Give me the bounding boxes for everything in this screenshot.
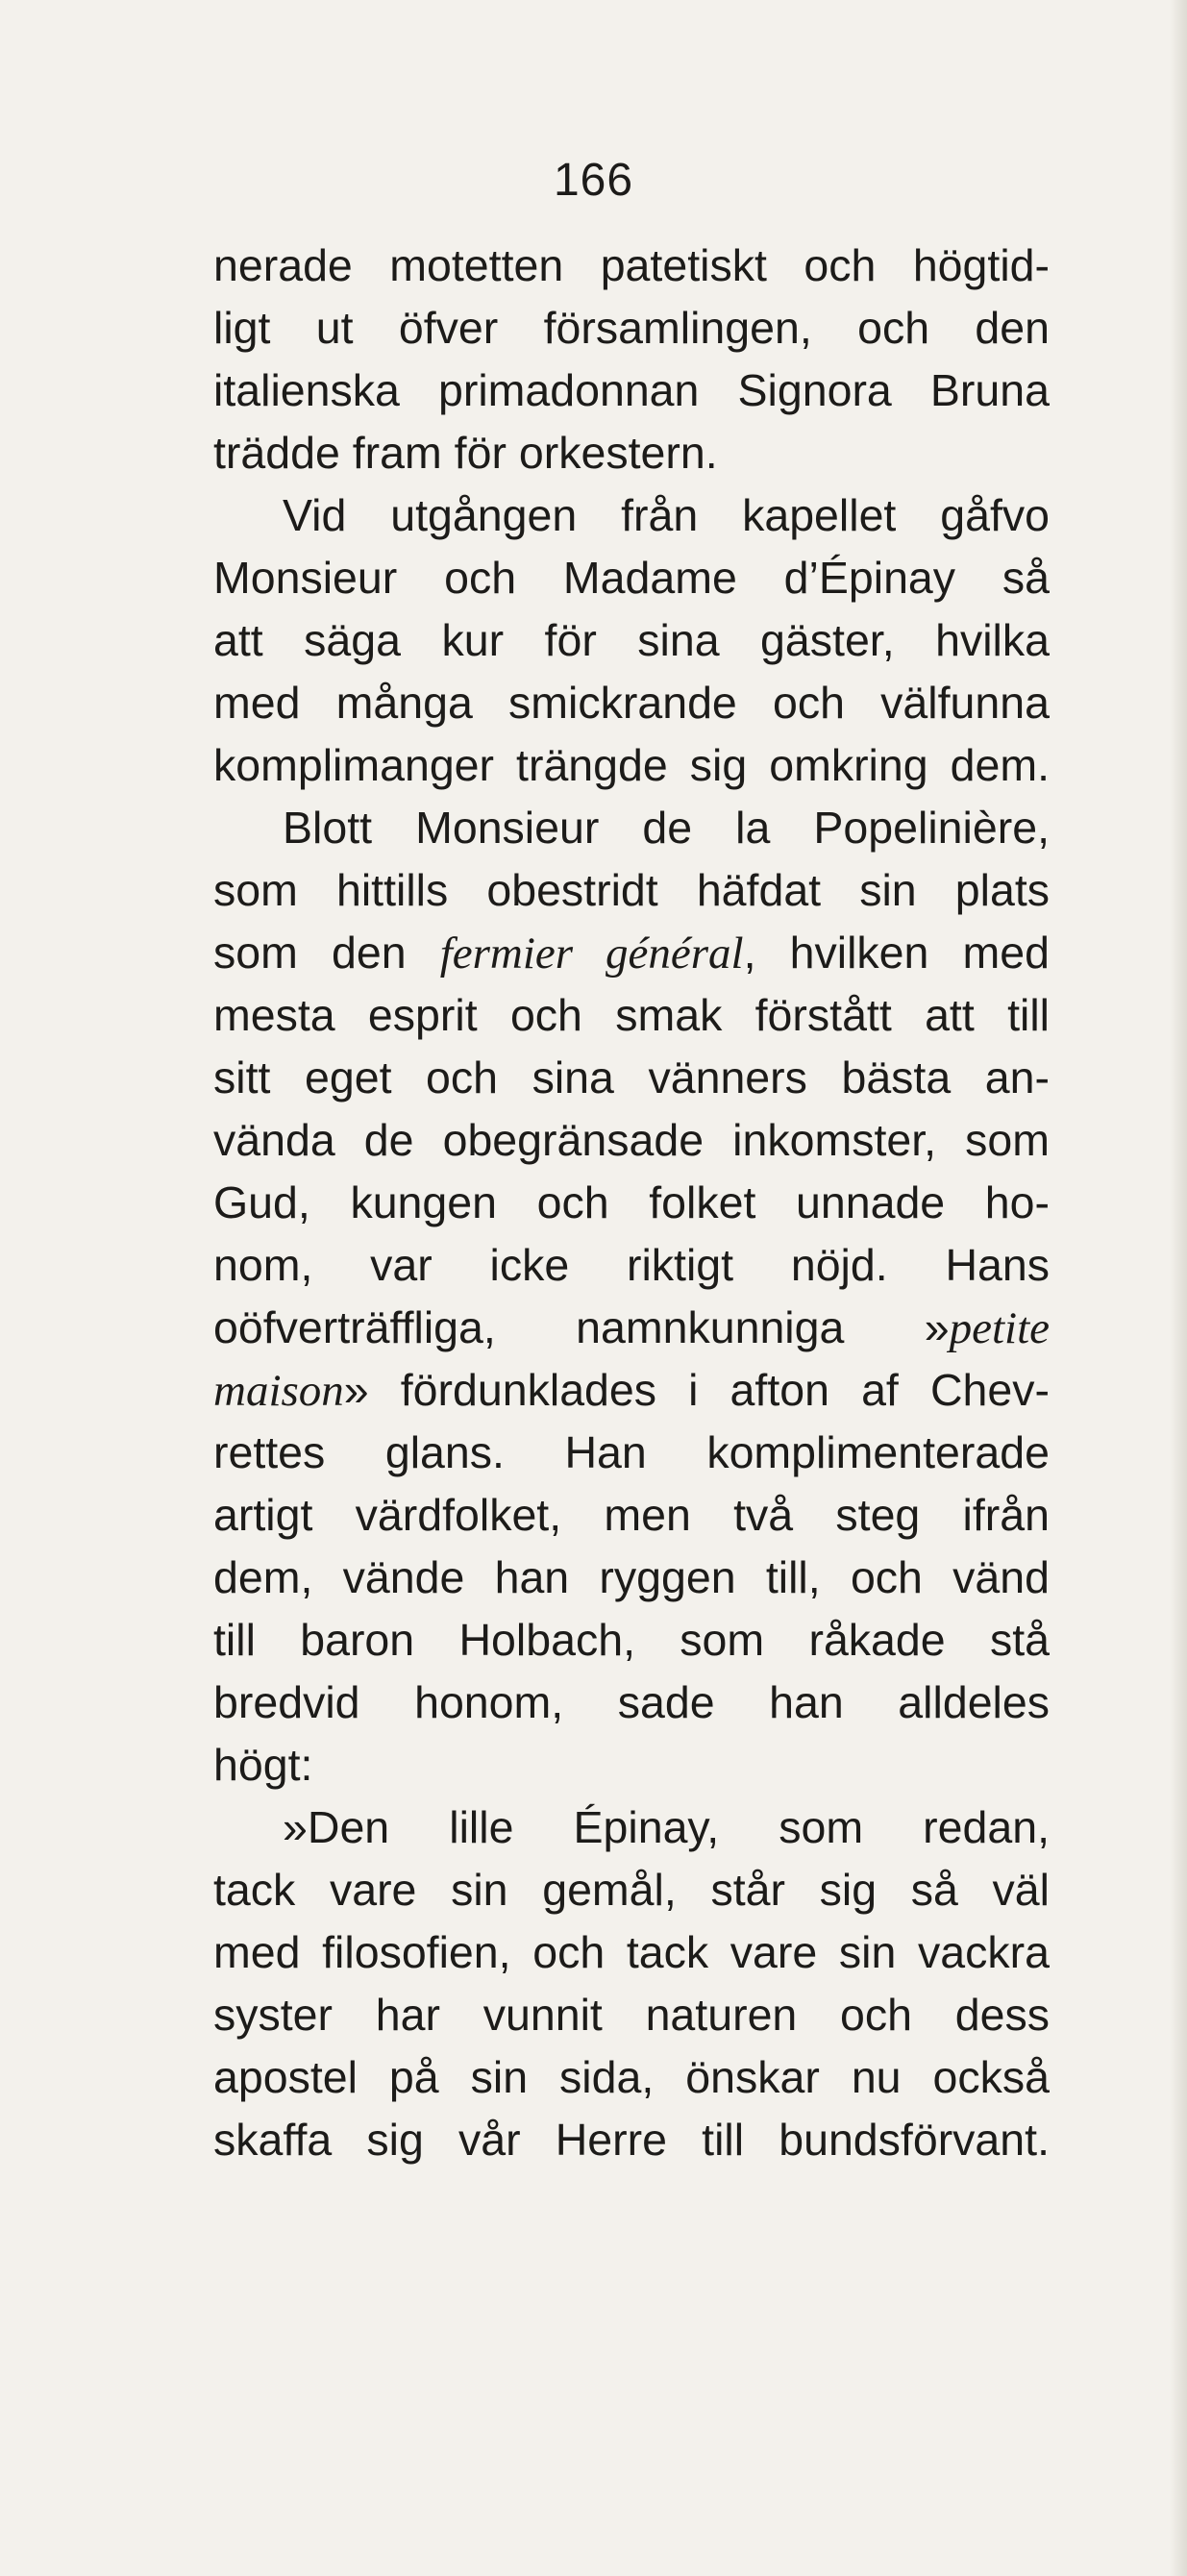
page-number: 166: [553, 155, 634, 206]
text-line: till baron Holbach, som råkade stå: [213, 1615, 1050, 1665]
text-line: att säga kur för sina gäster, hvilka: [213, 615, 1050, 665]
text-line: italienska primadonnan Signora Bruna: [213, 365, 1050, 415]
text-segment: » fördunklades i afton af Chev-: [343, 1365, 1050, 1415]
italic-term: fermier général: [439, 929, 744, 978]
paragraph-first-line: Vid utgången från kapellet gåfvo: [283, 490, 1050, 540]
text-line: rettes glans. Han komplimenterade: [213, 1427, 1050, 1477]
text-line: Gud, kungen och folket unnade ho-: [213, 1177, 1050, 1227]
text-line: som hittills obestridt häfdat sin plats: [213, 865, 1050, 915]
page-edge-shadow: [1170, 0, 1187, 2576]
text-line: skaffa sig vår Herre till bundsförvant.: [213, 2115, 1050, 2165]
paragraph-first-line: Blott Monsieur de la Popelinière,: [283, 803, 1050, 853]
text-segment: som den: [213, 928, 440, 978]
text-line: dem, vände han ryggen till, och vänd: [213, 1552, 1050, 1602]
italic-term: maison: [213, 1366, 344, 1416]
text-line: trädde fram för orkestern.: [213, 428, 718, 478]
text-line: mesta esprit och smak förstått att till: [213, 990, 1050, 1040]
text-line-with-italic: [213, 923, 1050, 982]
text-line: tack vare sin gemål, står sig så väl: [213, 1865, 1050, 1915]
text-line: ligt ut öfver församlingen, och den: [213, 303, 1050, 353]
text-line: Monsieur och Madame d’Épinay så: [213, 553, 1050, 603]
text-line: bredvid honom, sade han alldeles: [213, 1677, 1050, 1727]
text-line: sitt eget och sina vänners bästa an-: [213, 1053, 1050, 1102]
text-line: artigt värdfolket, men två steg ifrån: [213, 1490, 1050, 1540]
text-line: med filosofien, och tack vare sin vackra: [213, 1927, 1050, 1977]
text-line: syster har vunnit naturen och dess: [213, 1990, 1050, 2040]
text-line-with-italic: [213, 1298, 1050, 1357]
text-line: komplimanger trängde sig omkring dem.: [213, 740, 1050, 790]
text-line: högt:: [213, 1740, 313, 1790]
text-line: apostel på sin sida, önskar nu också: [213, 2052, 1050, 2102]
text-segment: oöfverträffliga, namnkunniga »: [213, 1302, 950, 1352]
italic-term: petite: [949, 1303, 1050, 1353]
paragraph-first-line: »Den lille Épinay, som redan,: [283, 1802, 1050, 1852]
text-line-with-italic: [213, 1360, 1050, 1420]
text-segment: , hvilken med: [743, 928, 1050, 978]
text-line: nerade motetten patetiskt och högtid-: [213, 240, 1050, 290]
text-line: med många smickrande och välfunna: [213, 678, 1050, 728]
text-line: nom, var icke riktigt nöjd. Hans: [213, 1240, 1050, 1290]
text-line: vända de obegränsade inkomster, som: [213, 1115, 1050, 1165]
